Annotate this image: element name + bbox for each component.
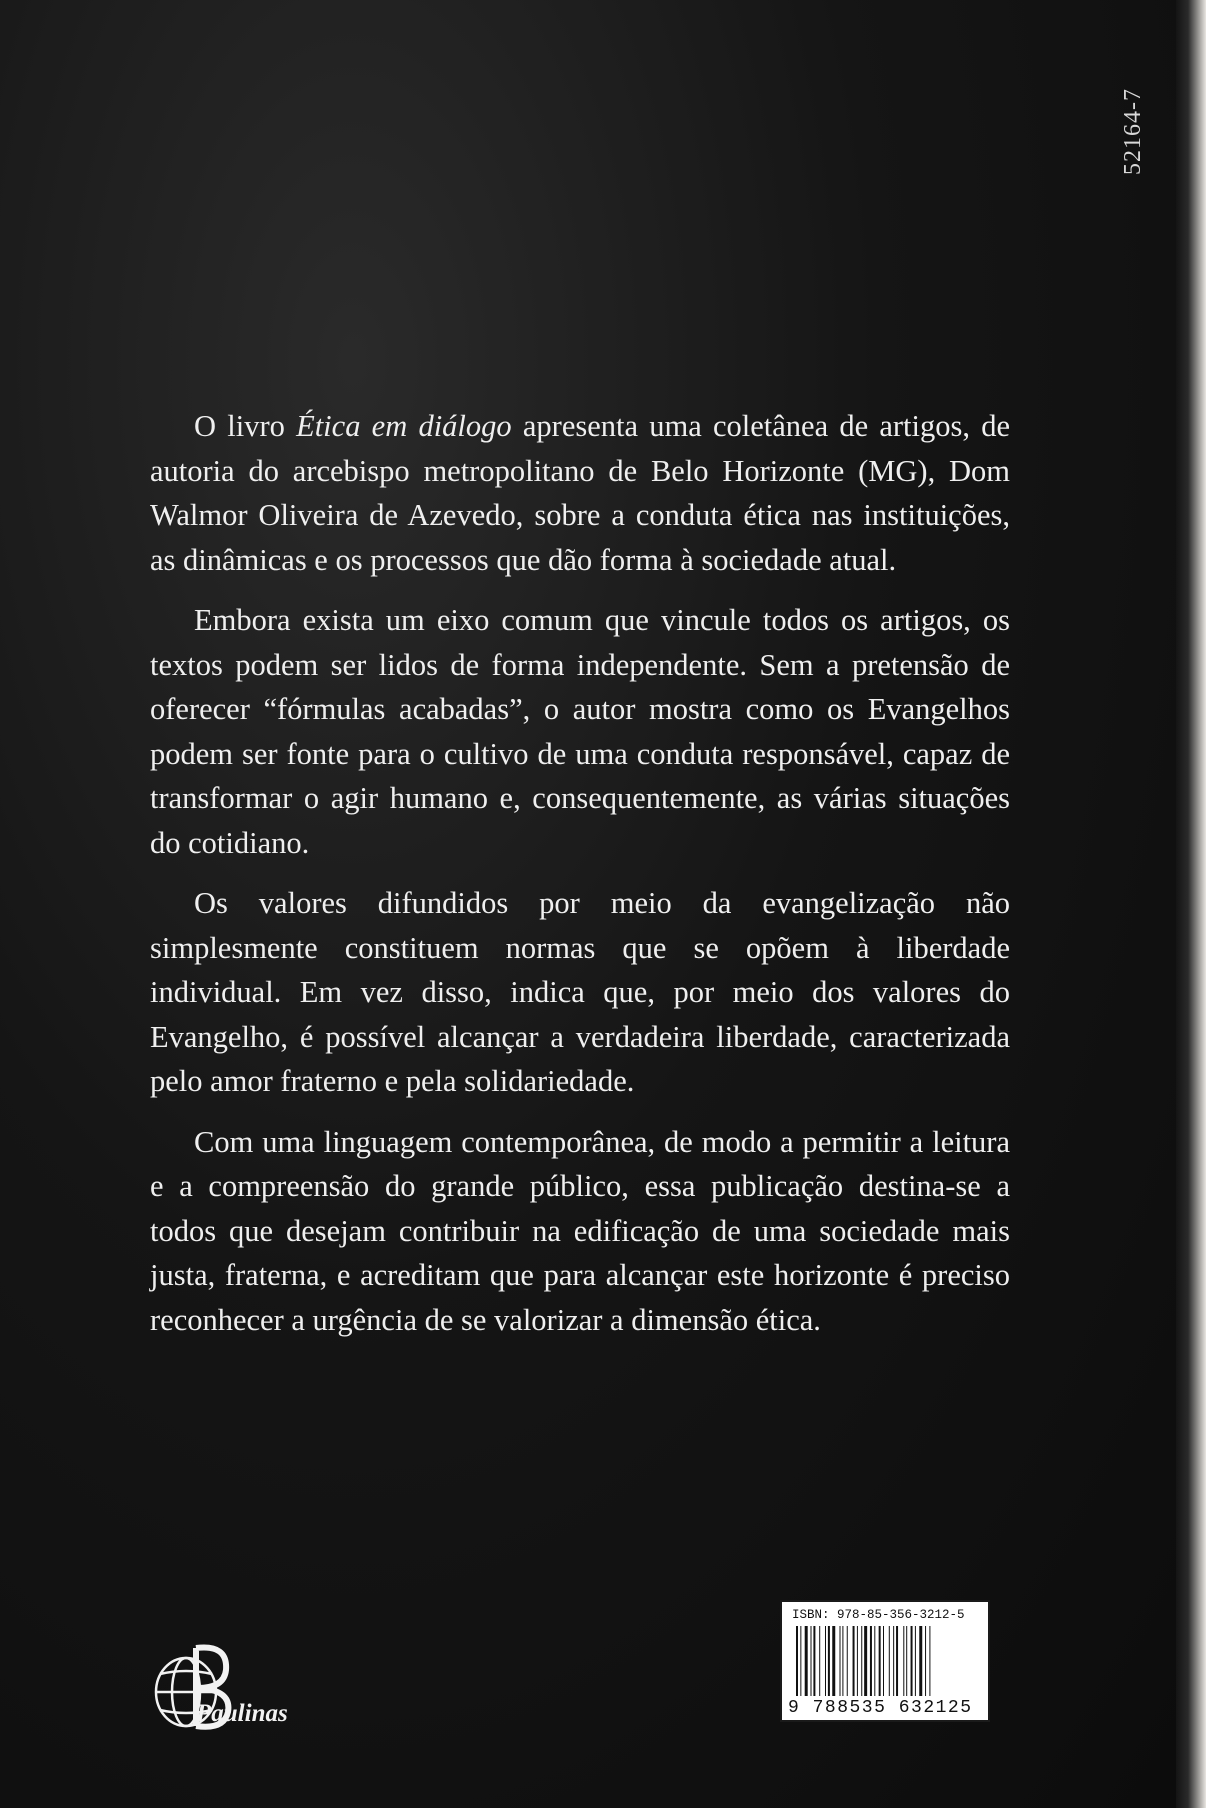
barcode-icon (792, 1626, 982, 1702)
paragraph-2: Embora exista um eixo comum que vincule todos os artigos, os textos podem ser lidos de forma independente. Sem a pretensão de oferecer “fórmulas acabadas”, o autor mostra como os Evangelhos podem ser fonte para o cultivo de uma conduta responsável, capaz de transformar o agir humano e, consequentemente, as várias situações do cotidiano. (150, 603, 1010, 860)
paragraph-1-post: apresenta uma coletânea de artigos, de autoria do arcebispo metropolitano de Belo Horizonte (MG), Dom Walmor Oliveira de Azevedo, sobre a conduta ética nas instituições, as dinâmicas e os processos que dão forma à sociedade atual. (150, 409, 1010, 577)
publisher-name: Paulinas (196, 1700, 288, 1727)
spine-code: 52164-7 (1120, 88, 1146, 175)
barcode-digits: 9 788535 632125 (788, 1698, 973, 1718)
paragraph-1-pre: O livro (194, 409, 297, 443)
barcode-label (780, 1600, 990, 1722)
cover-edge (1176, 0, 1206, 1808)
isbn-text: ISBN: 978-85-356-3212-5 (792, 1608, 965, 1622)
blurb-text (150, 404, 1010, 1358)
paragraph-4: Com uma linguagem contemporânea, de modo a permitir a leitura e a compreensão do grande público, essa publicação destina-se a todos que desejam contribuir na edificação de uma sociedade mais justa, fraterna, e acreditam que para alcançar este horizonte é preciso reconhecer a urgência de se valorizar a dimensão ética. (150, 1124, 1010, 1337)
paragraph-1 (150, 404, 1010, 582)
paragraph-3: Os valores difundidos por meio da evangelização não simplesmente constituem normas que se opõem à liberdade individual. Em vez disso, indica que, por meio dos valores do Evangelho, é possível alcançar a verdadeira liberdade, caracterizada pelo amor fraterno e pela solidariedade. (150, 886, 1010, 1098)
book-title: Ética em diálogo (296, 409, 512, 443)
